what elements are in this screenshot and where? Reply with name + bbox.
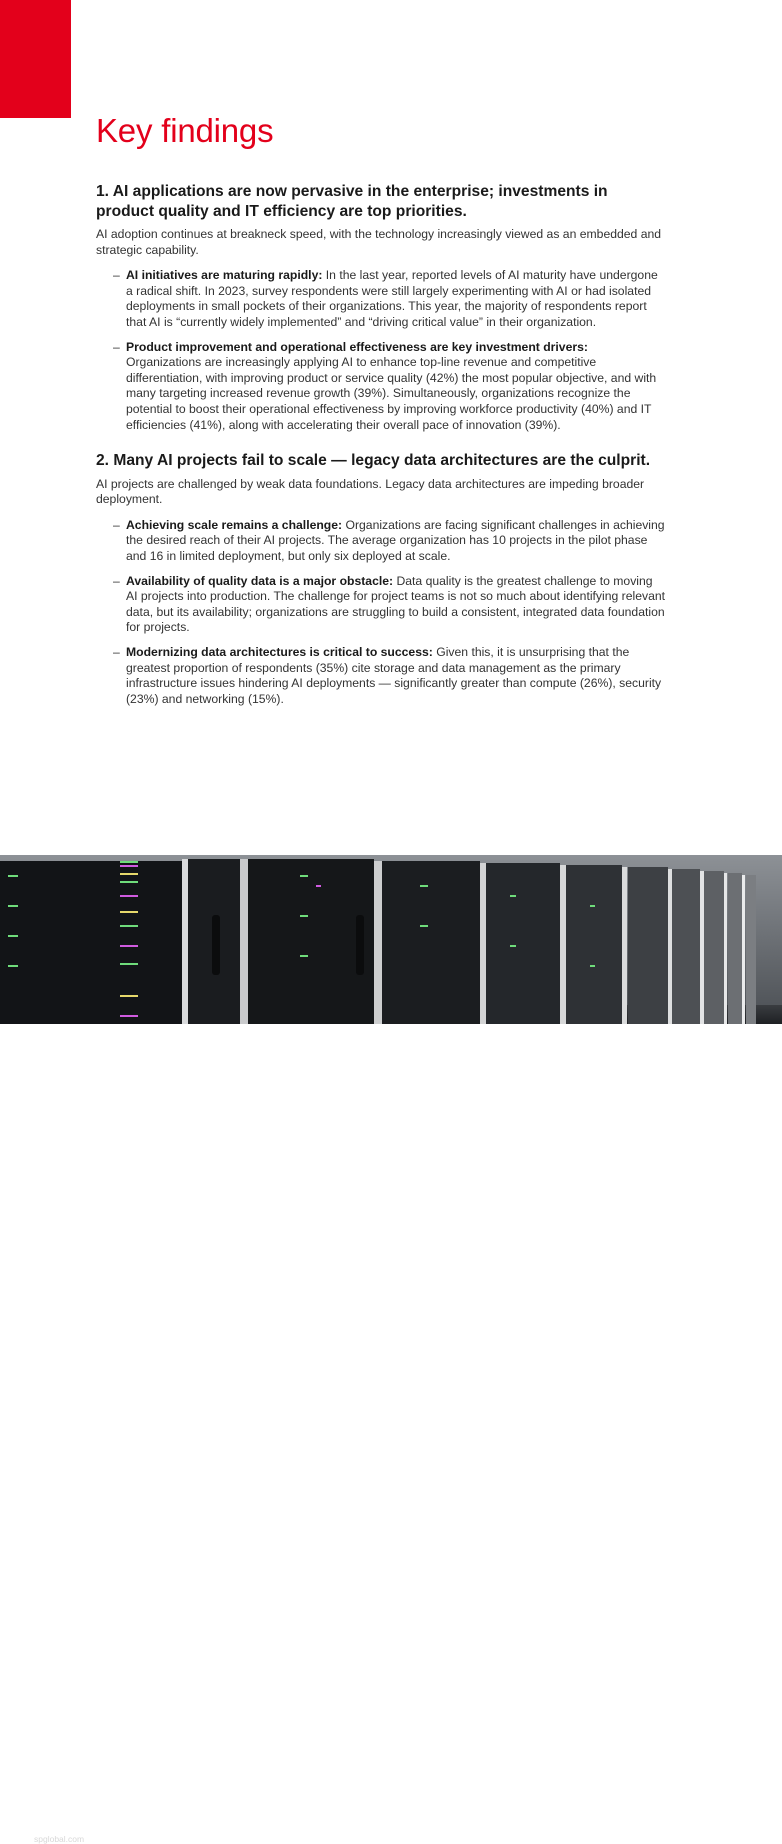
bullet-item: – AI initiatives are maturing rapidly: In the last year, reported levels of AI maturity have undergone a radical shift. In 2023, survey respondents were still largely experimenting with AI or had isolated deployments in small pockets of their organizations. This year, the majority of respondents report that AI is “currently widely implemented” and “driving critical value” in their organization.: [113, 268, 658, 329]
bullet-text: Given this, it is unsurprising that the greatest proportion of respondents (35%) cite storage and data management as the primary infrastructure issues hindering AI deployments — significantly greater than compute (26%), security (23%) and networking (15%).: [126, 644, 662, 706]
footer-report-page: 2024 Global Trends in AI | 4: [647, 1834, 752, 1844]
bullet-lead: Product improvement and operational effectiveness are key investment drivers:: [126, 339, 588, 354]
server-racks-image: [0, 855, 782, 1024]
bullet-lead: Modernizing data architectures is critical to success:: [126, 644, 433, 659]
bullet-lead: Achieving scale remains a challenge:: [126, 517, 343, 532]
findings-content: [96, 182, 666, 725]
bullet-text: Organizations are increasingly applying AI to enhance top-line revenue and competitive differentiation, with improving product or service quality (42%) the most popular objective, and with many targeting increased revenue growth (39%). Simultaneously, organizations recognize the potential to boost their operational effectiveness by improving workforce productivity (40%) and IT efficiencies (41%), along with accelerating their overall pace of innovation (39%).: [126, 355, 657, 432]
brand-red-block: [0, 0, 71, 118]
finding-section-2: [96, 451, 666, 707]
bullet-list: [96, 268, 666, 433]
bullet-item: – Product improvement and operational effectiveness are key investment drivers: Organizations are increasingly applying AI to enhance top-line revenue and competitive differentiation, with improving product or service quality (42%) the most popular objective, and with many targeting increased revenue growth (39%). Simultaneously, organizations recognize the potential to boost their operational effectiveness by improving workforce productivity (40%) and IT efficiencies (41%), along with accelerating their overall pace of innovation (39%).: [113, 339, 657, 432]
section-intro: AI adoption continues at breakneck speed, with the technology increasingly viewed as an embedded and strategic capability.: [96, 227, 662, 257]
bullet-item: – Availability of quality data is a major obstacle: Data quality is the greatest challenge to moving AI projects into production. The challenge for project teams is not so much about identifying relevant data, but its availability; organizations are struggling to build a consistent, integrated data foundation for projects.: [113, 573, 666, 635]
bullet-lead: AI initiatives are maturing rapidly:: [126, 268, 323, 283]
bullet-text: Data quality is the greatest challenge to moving AI projects into production. The challenge for project teams is not so much about identifying relevant data, but its availability; organizations are struggling to build a consistent, integrated data foundation for projects.: [126, 573, 666, 635]
bullet-item: – Modernizing data architectures is critical to success: Given this, it is unsurprising that the greatest proportion of respondents (35%) cite storage and data management as the primary infrastructure issues hindering AI deployments — significantly greater than compute (26%), security (23%) and networking (15%).: [113, 644, 662, 706]
bullet-text: Organizations are facing significant challenges in achieving the desired reach of their AI projects. The average organization has 10 projects in the pilot phase and 16 in limited deployment, but only six deployed at scale.: [126, 517, 665, 563]
section-intro: AI projects are challenged by weak data foundations. Legacy data architectures are impeding broader deployment.: [96, 476, 645, 507]
bullet-lead: Availability of quality data is a major obstacle:: [126, 573, 394, 588]
section-heading: 2. Many AI projects fail to scale — legacy data architectures are the culprit.: [96, 452, 651, 470]
page-title: Key findings: [96, 112, 274, 149]
section-heading: 1. AI applications are now pervasive in the enterprise; investments in product quality and IT efficiency are top priorities.: [96, 183, 608, 220]
bullet-list: [96, 518, 666, 708]
server-racks-photo: [0, 855, 782, 1844]
finding-section-1: [96, 182, 666, 433]
footer-site: spglobal.com: [34, 1834, 85, 1844]
bullet-item: – Achieving scale remains a challenge: Organizations are facing significant challenges in achieving the desired reach of their AI projects. The average organization has 10 projects in the pilot phase and 16 in limited deployment, but only six deployed at scale.: [113, 517, 665, 563]
bullet-text: In the last year, reported levels of AI maturity have undergone a radical shift. In 2023, survey respondents were still largely experimenting with AI or had isolated deployments in small pockets of their organizations. This year, the majority of respondents report that AI is “currently widely implemented” and “driving critical value” in their organization.: [126, 268, 658, 329]
